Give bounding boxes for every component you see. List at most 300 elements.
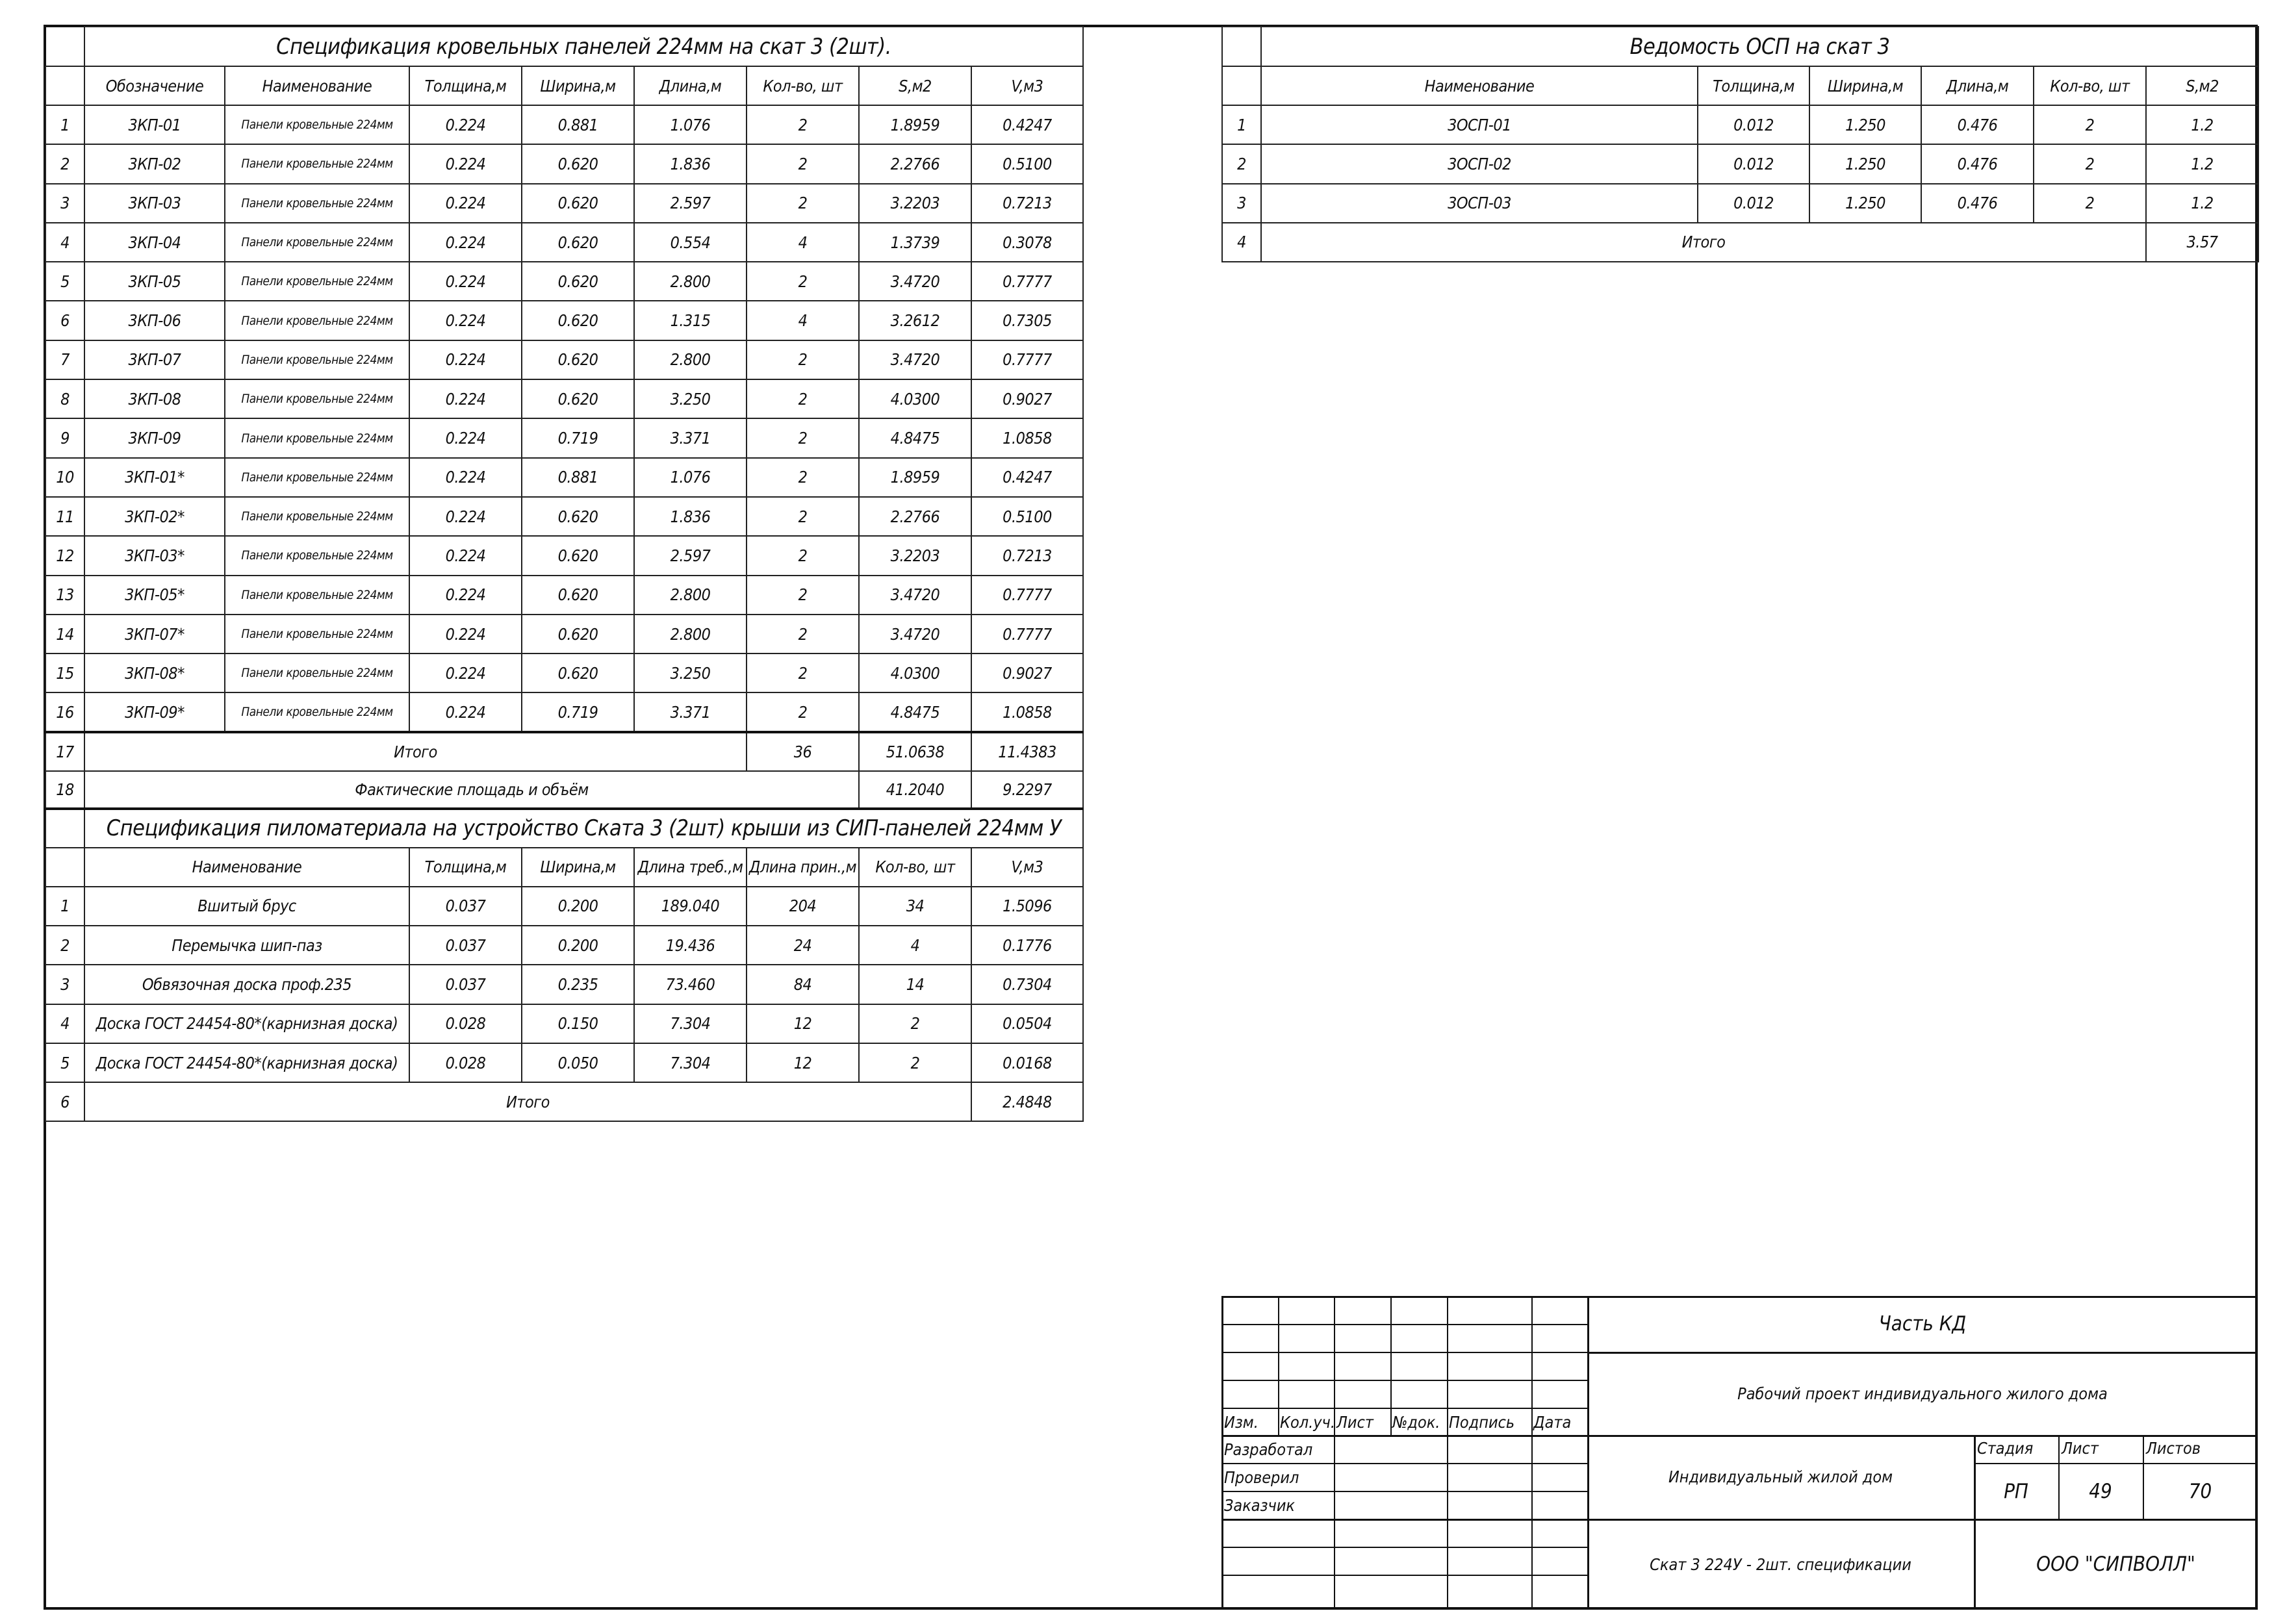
table-cell: Перемычка шип-паз: [84, 926, 409, 965]
table-cell: Панели кровельные 224мм: [225, 497, 409, 536]
table-cell: 7.304: [634, 1004, 747, 1043]
header-cell: S,м2: [2146, 66, 2258, 105]
stamp-col-data: Дата: [1533, 1413, 1572, 1432]
table-cell: 0.7213: [971, 184, 1083, 223]
table-cell: 4: [747, 223, 859, 262]
stamp-sheets-value: 70: [2188, 1480, 2212, 1503]
table-cell: 0.224: [409, 536, 522, 575]
stamp-developed-label: Разработал: [1224, 1440, 1313, 1459]
table-cell: 2.800: [634, 576, 747, 615]
table-cell: 1.076: [634, 105, 747, 144]
table-cell: 0.719: [522, 418, 634, 457]
row-number-cell: 2: [45, 926, 84, 965]
header-cell: Толщина,м: [1698, 66, 1809, 105]
row-number-cell: 1: [1222, 105, 1261, 144]
table-cell: 1.250: [1809, 105, 1921, 144]
total-area: 51.0638: [859, 732, 971, 771]
stamp-company: ООО "СИПВОЛЛ": [2036, 1553, 2195, 1576]
table-cell: 0.012: [1698, 184, 1809, 223]
header-cell: Длина треб.,м: [634, 848, 747, 887]
stamp-col-ndok: №док.: [1392, 1413, 1440, 1432]
stamp-sheets-label: Листов: [2146, 1439, 2201, 1458]
table-cell: 3.4720: [859, 340, 971, 379]
table-cell: Панели кровельные 224мм: [225, 458, 409, 497]
stamp-customer-label: Заказчик: [1224, 1496, 1296, 1515]
row-number-cell: 3: [45, 965, 84, 1004]
table-cell: 0.1776: [971, 926, 1083, 965]
table-cell: 1.2: [2146, 144, 2258, 183]
table-cell: 189.040: [634, 887, 747, 926]
table-cell: 0.4247: [971, 458, 1083, 497]
table-cell: 0.620: [522, 144, 634, 183]
table-cell: 1.8959: [859, 105, 971, 144]
total-label: Итого: [84, 732, 747, 771]
table-cell: 12: [747, 1043, 859, 1082]
stamp-col-podpis: Подпись: [1449, 1413, 1515, 1432]
row-number-cell: 12: [45, 536, 84, 575]
table-cell: Вшитый брус: [84, 887, 409, 926]
table-cell: 0.0168: [971, 1043, 1083, 1082]
table-cell: 0.224: [409, 379, 522, 418]
table-cell: 2: [747, 418, 859, 457]
table-cell: 2: [747, 576, 859, 615]
table-cell: 14: [859, 965, 971, 1004]
stamp-part: Часть КД: [1878, 1312, 1967, 1336]
stamp-sheet-label: Лист: [2062, 1439, 2099, 1458]
stamp-col-koluch: Кол.уч.: [1280, 1413, 1335, 1432]
table-cell: 0.224: [409, 653, 522, 692]
row-number-cell: 2: [1222, 144, 1261, 183]
table-cell: 0.224: [409, 301, 522, 340]
total-row: [45, 732, 1083, 771]
table-cell: 3КП-07*: [84, 615, 225, 653]
row-number-cell: 5: [45, 262, 84, 301]
table-row: [1222, 184, 2258, 223]
table-cell: 2.800: [634, 340, 747, 379]
osb-spec-title: Ведомость ОСП на скат 3: [1261, 27, 2258, 66]
total-volume: 11.4383: [971, 732, 1083, 771]
header-cell: Наименование: [1261, 66, 1698, 105]
table-cell: Панели кровельные 224мм: [225, 536, 409, 575]
table-cell: 3.371: [634, 418, 747, 457]
header-cell: Ширина,м: [522, 848, 634, 887]
table-cell: 0.224: [409, 184, 522, 223]
row-number-cell: 3: [1222, 184, 1261, 223]
table-cell: 0.620: [522, 536, 634, 575]
lumber-header-row: [45, 848, 1083, 887]
table-cell: 4.8475: [859, 418, 971, 457]
row-number-cell: 10: [45, 458, 84, 497]
table-cell: Панели кровельные 224мм: [225, 184, 409, 223]
row-number-cell: 9: [45, 418, 84, 457]
table-cell: 0.150: [522, 1004, 634, 1043]
header-cell: Длина,м: [1921, 66, 2034, 105]
table-cell: 3.4720: [859, 615, 971, 653]
table-cell: 204: [747, 887, 859, 926]
table-cell: 1.0858: [971, 692, 1083, 731]
total-volume: 2.4848: [971, 1082, 1083, 1121]
table-cell: 3КП-05*: [84, 576, 225, 615]
table-cell: 0.554: [634, 223, 747, 262]
table-row: [45, 497, 1083, 536]
title-spacer: [45, 27, 84, 66]
table-cell: 0.012: [1698, 144, 1809, 183]
header-cell: Обозначение: [84, 66, 225, 105]
table-cell: 1.315: [634, 301, 747, 340]
table-cell: 2.800: [634, 615, 747, 653]
table-cell: 0.224: [409, 262, 522, 301]
header-cell: Ширина,м: [1809, 66, 1921, 105]
table-cell: 3.2203: [859, 184, 971, 223]
table-row: [45, 692, 1083, 731]
table-row: [1222, 105, 2258, 144]
table-cell: 1.836: [634, 144, 747, 183]
table-cell: 0.050: [522, 1043, 634, 1082]
table-cell: 0.476: [1921, 144, 2034, 183]
table-cell: Панели кровельные 224мм: [225, 379, 409, 418]
row-number-cell: 11: [45, 497, 84, 536]
header-cell: Ширина,м: [522, 66, 634, 105]
table-cell: 3.4720: [859, 576, 971, 615]
table-cell: 0.5100: [971, 497, 1083, 536]
header-cell: Наименование: [84, 848, 409, 887]
table-cell: 3.2612: [859, 301, 971, 340]
table-cell: 0.620: [522, 653, 634, 692]
table-cell: 3КП-04: [84, 223, 225, 262]
table-cell: 0.7777: [971, 340, 1083, 379]
table-cell: 2: [747, 262, 859, 301]
actual-area: 41.2040: [859, 771, 971, 809]
table-cell: 0.7777: [971, 576, 1083, 615]
table-cell: 0.620: [522, 301, 634, 340]
header-cell: Кол-во, шт: [2034, 66, 2146, 105]
table-cell: 1.3739: [859, 223, 971, 262]
table-cell: 4.0300: [859, 379, 971, 418]
table-cell: 0.224: [409, 615, 522, 653]
table-cell: 3КП-02: [84, 144, 225, 183]
stamp-sheet-value: 49: [2089, 1480, 2112, 1503]
stamp-project: Рабочий проект индивидуального жилого дома: [1737, 1384, 2108, 1403]
table-cell: 2.597: [634, 184, 747, 223]
table-cell: Панели кровельные 224мм: [225, 340, 409, 379]
table-cell: 3ОСП-01: [1261, 105, 1698, 144]
table-cell: 1.250: [1809, 144, 1921, 183]
row-number-cell: 3: [45, 184, 84, 223]
stamp-checked-label: Проверил: [1224, 1468, 1299, 1487]
stamp-stage-label: Стадия: [1977, 1439, 2034, 1458]
row-number-cell: 14: [45, 615, 84, 653]
header-cell: V,м3: [971, 66, 1083, 105]
table-cell: 3КП-03*: [84, 536, 225, 575]
table-cell: 0.7305: [971, 301, 1083, 340]
table-cell: 0.719: [522, 692, 634, 731]
table-cell: 2.2766: [859, 144, 971, 183]
table-cell: Обвязочная доска проф.235: [84, 965, 409, 1004]
title-index-cell: [45, 809, 84, 848]
actual-row: [45, 771, 1083, 809]
table-cell: 0.620: [522, 262, 634, 301]
stamp-stage-value: РП: [2004, 1480, 2028, 1503]
header-cell: S,м2: [859, 66, 971, 105]
table-cell: 12: [747, 1004, 859, 1043]
table-cell: 4: [747, 301, 859, 340]
header-cell: Толщина,м: [409, 848, 522, 887]
table-cell: 2: [747, 615, 859, 653]
table-cell: Панели кровельные 224мм: [225, 301, 409, 340]
table-row: [45, 184, 1083, 223]
table-cell: 3КП-02*: [84, 497, 225, 536]
table-cell: 0.5100: [971, 144, 1083, 183]
table-cell: 0.224: [409, 418, 522, 457]
table-row: [45, 615, 1083, 653]
table-cell: 1.2: [2146, 105, 2258, 144]
actual-volume: 9.2297: [971, 771, 1083, 809]
row-number-cell: 1: [45, 887, 84, 926]
table-row: [45, 458, 1083, 497]
table-cell: 0.620: [522, 184, 634, 223]
table-cell: 2: [859, 1004, 971, 1043]
table-row: [45, 262, 1083, 301]
table-cell: 0.0504: [971, 1004, 1083, 1043]
table-cell: 0.476: [1921, 105, 2034, 144]
table-cell: 2: [747, 105, 859, 144]
table-cell: 3.371: [634, 692, 747, 731]
table-cell: Панели кровельные 224мм: [225, 615, 409, 653]
table-cell: 2: [2034, 144, 2146, 183]
table-row: [45, 379, 1083, 418]
table-cell: 2.800: [634, 262, 747, 301]
table-row: [45, 926, 1083, 965]
table-cell: 0.7213: [971, 536, 1083, 575]
table-cell: 0.224: [409, 105, 522, 144]
table-cell: 1.5096: [971, 887, 1083, 926]
header-index-cell: [1222, 66, 1261, 105]
header-cell: Кол-во, шт: [859, 848, 971, 887]
table-cell: 0.620: [522, 497, 634, 536]
header-cell: V,м3: [971, 848, 1083, 887]
table-row: [45, 1004, 1083, 1043]
table-row: [45, 965, 1083, 1004]
table-cell: 0.3078: [971, 223, 1083, 262]
table-cell: 0.7304: [971, 965, 1083, 1004]
table-cell: 2: [747, 653, 859, 692]
total-label: Итого: [84, 1082, 971, 1121]
table-cell: 1.836: [634, 497, 747, 536]
row-number-cell: 1: [45, 105, 84, 144]
row-number-cell: 7: [45, 340, 84, 379]
table-cell: 0.9027: [971, 653, 1083, 692]
stamp-object: Индивидуальный жилой дом: [1668, 1467, 1893, 1486]
table-cell: Панели кровельные 224мм: [225, 262, 409, 301]
table-cell: 2.2766: [859, 497, 971, 536]
table-cell: 0.224: [409, 458, 522, 497]
table-cell: Панели кровельные 224мм: [225, 105, 409, 144]
table-cell: Панели кровельные 224мм: [225, 576, 409, 615]
table-cell: 0.620: [522, 340, 634, 379]
table-cell: 0.224: [409, 497, 522, 536]
table-cell: 84: [747, 965, 859, 1004]
table-cell: 1.250: [1809, 184, 1921, 223]
table-cell: 2: [747, 692, 859, 731]
table-cell: 2: [2034, 105, 2146, 144]
table-cell: 2: [747, 497, 859, 536]
table-cell: 0.224: [409, 223, 522, 262]
table-cell: 3КП-08*: [84, 653, 225, 692]
table-cell: 3КП-01*: [84, 458, 225, 497]
total-qty: 36: [747, 732, 859, 771]
table-cell: 0.476: [1921, 184, 2034, 223]
table-cell: 0.224: [409, 340, 522, 379]
table-cell: 1.076: [634, 458, 747, 497]
header-cell: Длина прин.,м: [747, 848, 859, 887]
table-row: [45, 340, 1083, 379]
table-row: [45, 418, 1083, 457]
table-cell: Панели кровельные 224мм: [225, 144, 409, 183]
osb-spec-table: [1221, 26, 2259, 262]
table-row: [45, 1043, 1083, 1082]
panels-header-row: [45, 66, 1083, 105]
total-label: Итого: [1261, 223, 2146, 262]
table-row: [45, 576, 1083, 615]
table-cell: 2: [747, 458, 859, 497]
table-cell: 0.037: [409, 887, 522, 926]
table-cell: 0.620: [522, 615, 634, 653]
table-cell: 3КП-08: [84, 379, 225, 418]
row-number-cell: 17: [45, 732, 84, 771]
row-number-cell: 4: [1222, 223, 1261, 262]
table-row: [45, 653, 1083, 692]
table-cell: 4: [859, 926, 971, 965]
table-cell: 3КП-09: [84, 418, 225, 457]
table-cell: 4.0300: [859, 653, 971, 692]
table-cell: 0.235: [522, 965, 634, 1004]
table-cell: 73.460: [634, 965, 747, 1004]
lumber-spec-title: Спецификация пиломатериала на устройство Ската 3 (2шт) крыши из СИП-панелей 224мм У: [84, 809, 1083, 848]
table-cell: 1.8959: [859, 458, 971, 497]
table-row: [45, 144, 1083, 183]
header-cell: Кол-во, шт: [747, 66, 859, 105]
header-index-cell: [45, 848, 84, 887]
header-cell: Длина,м: [634, 66, 747, 105]
table-cell: 0.620: [522, 223, 634, 262]
panels-spec-title: Спецификация кровельных панелей 224мм на скат 3 (2шт).: [84, 27, 1083, 66]
table-cell: Доска ГОСТ 24454-80*(карнизная доска): [84, 1043, 409, 1082]
table-cell: 0.881: [522, 105, 634, 144]
title-block-stamp: [1221, 1296, 2258, 1610]
row-number-cell: 18: [45, 771, 84, 809]
row-number-cell: 16: [45, 692, 84, 731]
table-row: [45, 887, 1083, 926]
row-number-cell: 13: [45, 576, 84, 615]
table-cell: 3КП-05: [84, 262, 225, 301]
table-cell: 19.436: [634, 926, 747, 965]
table-row: [45, 223, 1083, 262]
table-cell: 0.037: [409, 926, 522, 965]
table-cell: 0.028: [409, 1004, 522, 1043]
table-cell: 0.7777: [971, 615, 1083, 653]
table-cell: 0.200: [522, 887, 634, 926]
roof-panels-spec-table: [45, 26, 1084, 1122]
table-row: [45, 105, 1083, 144]
table-cell: 3ОСП-03: [1261, 184, 1698, 223]
table-cell: Панели кровельные 224мм: [225, 223, 409, 262]
table-cell: 2: [747, 340, 859, 379]
header-cell: Наименование: [225, 66, 409, 105]
table-cell: 3.4720: [859, 262, 971, 301]
table-cell: 4.8475: [859, 692, 971, 731]
row-number-cell: 5: [45, 1043, 84, 1082]
table-cell: Панели кровельные 224мм: [225, 418, 409, 457]
table-cell: 0.200: [522, 926, 634, 965]
total-row: [1222, 223, 2258, 262]
table-cell: 3КП-01: [84, 105, 225, 144]
table-cell: 3КП-07: [84, 340, 225, 379]
table-cell: 2: [2034, 184, 2146, 223]
table-cell: 3КП-06: [84, 301, 225, 340]
stamp-sheet-name: Скат 3 224У - 2шт. спецификации: [1650, 1554, 1911, 1574]
header-index-cell: [45, 66, 84, 105]
row-number-cell: 6: [45, 301, 84, 340]
table-row: [45, 301, 1083, 340]
table-cell: 2: [859, 1043, 971, 1082]
table-cell: 34: [859, 887, 971, 926]
osb-header-row: [1222, 66, 2258, 105]
stamp-col-list: Лист: [1336, 1413, 1373, 1432]
table-cell: Панели кровельные 224мм: [225, 692, 409, 731]
table-cell: 3.250: [634, 653, 747, 692]
row-number-cell: 4: [45, 1004, 84, 1043]
table-cell: 0.224: [409, 692, 522, 731]
table-cell: 2: [747, 144, 859, 183]
table-cell: 1.2: [2146, 184, 2258, 223]
table-cell: 2: [747, 536, 859, 575]
actual-label: Фактические площадь и объём: [84, 771, 859, 809]
table-cell: 2: [747, 379, 859, 418]
row-number-cell: 4: [45, 223, 84, 262]
stamp-col-izm: Изм.: [1224, 1413, 1258, 1432]
table-cell: Панели кровельные 224мм: [225, 653, 409, 692]
total-area: 3.57: [2146, 223, 2258, 262]
row-number-cell: 15: [45, 653, 84, 692]
table-cell: 3КП-03: [84, 184, 225, 223]
table-cell: 0.224: [409, 144, 522, 183]
table-cell: 7.304: [634, 1043, 747, 1082]
table-cell: 0.7777: [971, 262, 1083, 301]
table-cell: 0.012: [1698, 105, 1809, 144]
table-cell: 3ОСП-02: [1261, 144, 1698, 183]
table-cell: 1.0858: [971, 418, 1083, 457]
table-cell: 3КП-09*: [84, 692, 225, 731]
table-cell: 0.620: [522, 379, 634, 418]
table-row: [45, 536, 1083, 575]
table-cell: 0.028: [409, 1043, 522, 1082]
table-cell: 0.881: [522, 458, 634, 497]
table-cell: Доска ГОСТ 24454-80*(карнизная доска): [84, 1004, 409, 1043]
table-cell: 3.2203: [859, 536, 971, 575]
row-number-cell: 6: [45, 1082, 84, 1121]
row-number-cell: 2: [45, 144, 84, 183]
table-cell: 0.620: [522, 576, 634, 615]
row-number-cell: 8: [45, 379, 84, 418]
table-cell: 0.224: [409, 576, 522, 615]
table-cell: 2: [747, 184, 859, 223]
table-row: [1222, 144, 2258, 183]
table-cell: 3.250: [634, 379, 747, 418]
table-cell: 0.9027: [971, 379, 1083, 418]
title-index-cell: [1222, 27, 1261, 66]
table-cell: 0.4247: [971, 105, 1083, 144]
table-cell: 2.597: [634, 536, 747, 575]
